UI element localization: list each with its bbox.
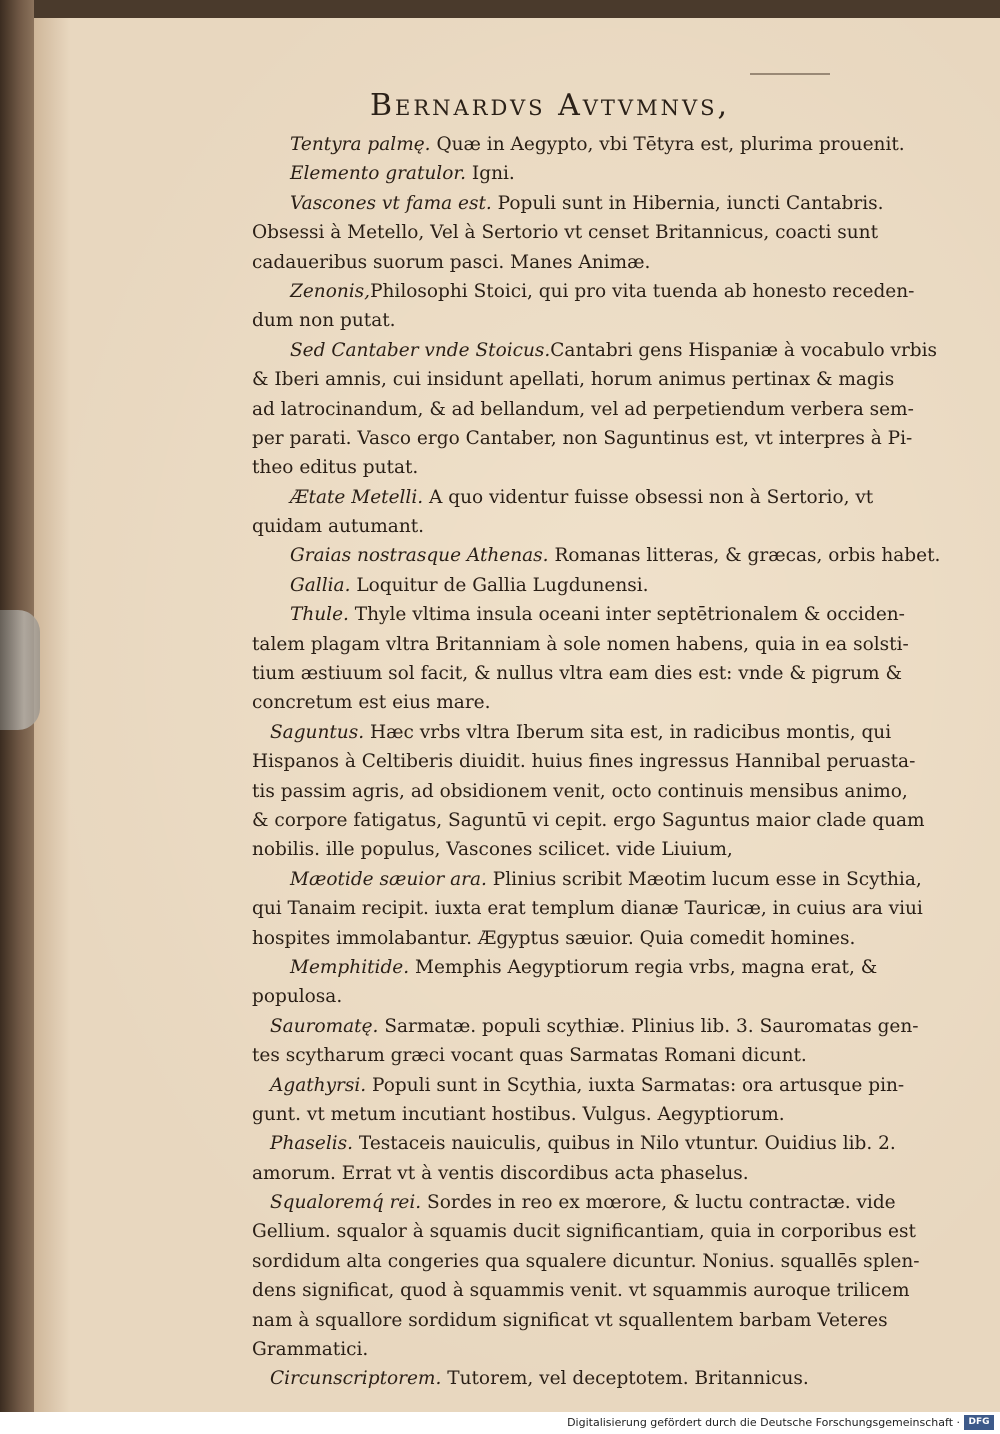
lemma-italic: Thule. bbox=[290, 604, 349, 626]
text-line bbox=[252, 189, 964, 218]
text-line bbox=[252, 1188, 964, 1217]
line-text: dens significat, quod à squammis venit. vt squammis auroque trilicem bbox=[252, 1280, 910, 1302]
text-line bbox=[252, 1012, 964, 1041]
line-text: Populi sunt in Scythia, iuxta Sarmatas: ora artusque pin- bbox=[366, 1074, 905, 1096]
text-line bbox=[252, 571, 964, 600]
line-text: tes scytharum græci vocant quas Sarmatas Romani dicunt. bbox=[252, 1045, 807, 1067]
line-text: Hispanos à Celtiberis diuidit. huius fines ingressus Hannibal peruasta- bbox=[252, 751, 916, 773]
text-line bbox=[252, 659, 964, 688]
text-line bbox=[252, 541, 964, 570]
line-text: Cantabri gens Hispaniæ à vocabulo vrbis bbox=[550, 339, 938, 361]
line-text: Obsessi à Metello, Vel à Sertorio vt censet Britannicus, coacti sunt bbox=[252, 222, 879, 244]
lemma-italic: Gallia. bbox=[290, 574, 351, 596]
text-line bbox=[252, 600, 964, 629]
book-clasp bbox=[0, 610, 40, 730]
text-line bbox=[252, 1217, 964, 1246]
line-text: qui Tanaim recipit. iuxta erat templum dianæ Tauricæ, in cuius ara viui bbox=[252, 898, 923, 920]
text-line bbox=[252, 365, 964, 394]
line-text: Populi sunt in Hibernia, iuncti Cantabris. bbox=[491, 192, 884, 214]
line-text: Philosophi Stoici, qui pro vita tuenda ab honesto receden- bbox=[370, 280, 915, 302]
lemma-italic: Zenonis, bbox=[290, 280, 371, 302]
line-text: quidam autumant. bbox=[252, 516, 425, 538]
text-line bbox=[252, 483, 964, 512]
line-text: Tutorem, vel deceptotem. Britannicus. bbox=[441, 1368, 809, 1390]
lemma-italic: Sed Cantaber vnde Stoicus. bbox=[290, 339, 551, 361]
line-text: A quo videntur fuisse obsessi non à Sertorio, vt bbox=[423, 486, 874, 508]
text-line bbox=[252, 277, 964, 306]
text-line bbox=[252, 718, 964, 747]
text-line bbox=[252, 806, 964, 835]
lemma-italic: Graias nostrasque Athenas. bbox=[290, 545, 549, 567]
line-text: talem plagam vltra Britanniam à sole nomen habens, quia in ea solsti- bbox=[252, 633, 909, 655]
line-text: populosa. bbox=[252, 986, 343, 1008]
text-line bbox=[252, 1159, 964, 1188]
text-line bbox=[252, 924, 964, 953]
lemma-italic: Circunscriptorem. bbox=[270, 1368, 442, 1390]
text-line bbox=[252, 1247, 964, 1276]
line-text: Thyle vltima insula oceani inter septētrionalem & occiden- bbox=[348, 604, 905, 626]
line-text: Gellium. squalor à squamis ducit significantiam, quia in corporibus est bbox=[252, 1221, 916, 1243]
funding-credit: Digitalisierung gefördert durch die Deutsche Forschungsgemeinschaft · bbox=[567, 1416, 960, 1429]
lemma-italic: Mæotide sæuior ara. bbox=[290, 868, 487, 890]
line-text: Memphis Aegyptiorum regia vrbs, magna erat, & bbox=[409, 956, 878, 978]
text-line bbox=[252, 777, 964, 806]
line-text: & Iberi amnis, cui insidunt apellati, horum animus pertinax & magis bbox=[252, 369, 895, 391]
text-line bbox=[252, 512, 964, 541]
line-text: Hæc vrbs vltra Iberum sita est, in radicibus montis, qui bbox=[364, 721, 892, 743]
text-line bbox=[252, 630, 964, 659]
text-line bbox=[252, 424, 964, 453]
line-text: hospites immolabantur. Ægyptus sæuior. Quia comedit homines. bbox=[252, 927, 856, 949]
text-line bbox=[252, 1129, 964, 1158]
text-line bbox=[252, 1041, 964, 1070]
footer-bar bbox=[0, 1412, 1000, 1434]
text-line bbox=[252, 395, 964, 424]
text-line bbox=[252, 982, 964, 1011]
text-line bbox=[252, 1306, 964, 1335]
text-line bbox=[252, 306, 964, 335]
text-line bbox=[252, 248, 964, 277]
line-text: Sordes in reo ex mœrore, & luctu contractæ. vide bbox=[421, 1192, 896, 1214]
lemma-italic: Phaselis. bbox=[270, 1133, 354, 1155]
line-text: cadaueribus suorum pasci. Manes Animæ. bbox=[252, 251, 651, 273]
page-body-text bbox=[252, 130, 964, 1394]
lemma-italic: Sauromatę. bbox=[270, 1015, 379, 1037]
line-text: Quæ in Aegypto, vbi Tētyra est, plurima prouenit. bbox=[430, 134, 905, 155]
text-line bbox=[252, 835, 964, 864]
line-text: Grammatici. bbox=[252, 1339, 369, 1361]
line-text: Sarmatæ. populi scythiæ. Plinius lib. 3. Sauromatas gen- bbox=[378, 1015, 919, 1037]
text-line bbox=[252, 453, 964, 482]
line-text: nam à squallore sordidum significat vt squallentem barbam Veteres bbox=[252, 1309, 888, 1331]
line-text: ad latrocinandum, & ad bellandum, vel ad perpetiendum verbera sem- bbox=[252, 398, 914, 420]
line-text: nobilis. ille populus, Vascones scilicet. vide Liuium, bbox=[252, 839, 733, 861]
text-line bbox=[252, 747, 964, 776]
text-line bbox=[252, 1071, 964, 1100]
text-line bbox=[252, 953, 964, 982]
line-text: Romanas litteras, & græcas, orbis habet. bbox=[548, 545, 941, 567]
line-text: tis passim agris, ad obsidionem venit, octo continuis mensibus animo, bbox=[252, 780, 908, 802]
text-line bbox=[252, 1364, 964, 1393]
text-line bbox=[252, 336, 964, 365]
line-text: Testaceis nauiculis, quibus in Nilo vtuntur. Ouidius lib. 2. bbox=[353, 1133, 896, 1155]
lemma-italic: Ætate Metelli. bbox=[290, 486, 424, 508]
dfg-logo-icon: DFG bbox=[964, 1415, 994, 1430]
lemma-italic: Memphitide. bbox=[290, 956, 410, 978]
lemma-italic: Saguntus. bbox=[270, 721, 365, 743]
text-line bbox=[252, 218, 964, 247]
text-line bbox=[252, 159, 964, 188]
line-text: theo editus putat. bbox=[252, 457, 419, 479]
text-line bbox=[252, 1335, 964, 1364]
line-text: per parati. Vasco ergo Cantaber, non Saguntinus est, vt interpres à Pi- bbox=[252, 427, 913, 449]
book-page bbox=[30, 18, 1000, 1412]
lemma-italic: Tentyra palmę. bbox=[290, 134, 431, 155]
line-text: dum non putat. bbox=[252, 310, 396, 332]
line-text: Plinius scribit Mæotim lucum esse in Scythia, bbox=[486, 868, 922, 890]
header-ornament bbox=[750, 73, 830, 75]
lemma-italic: Elemento gratulor. bbox=[290, 163, 467, 185]
text-line bbox=[252, 865, 964, 894]
line-text: sordidum alta congeries qua squalere dicuntur. Nonius. squallēs splen- bbox=[252, 1250, 920, 1272]
line-text: gunt. vt metum incutiant hostibus. Vulgus. Aegyptiorum. bbox=[252, 1103, 785, 1125]
line-text: & corpore fatigatus, Saguntū vi cepit. ergo Saguntus maior clade quam bbox=[252, 809, 925, 831]
text-line bbox=[252, 1276, 964, 1305]
lemma-italic: Vascones vt fama est. bbox=[290, 192, 492, 214]
line-text: concretum est eius mare. bbox=[252, 692, 491, 714]
running-head: Bernardvs Avtvmnvs, bbox=[370, 88, 731, 123]
lemma-italic: Squaloremq́ rei. bbox=[270, 1192, 422, 1214]
text-line bbox=[252, 688, 964, 717]
lemma-italic: Agathyrsi. bbox=[270, 1074, 367, 1096]
text-line bbox=[252, 130, 964, 159]
text-line bbox=[252, 1100, 964, 1129]
line-text: tium æstiuum sol facit, & nullus vltra eam dies est: vnde & pigrum & bbox=[252, 663, 902, 685]
text-line bbox=[252, 894, 964, 923]
line-text: Igni. bbox=[466, 163, 515, 185]
line-text: Loquitur de Gallia Lugdunensi. bbox=[350, 574, 649, 596]
line-text: amorum. Errat vt à ventis discordibus acta phaselus. bbox=[252, 1162, 749, 1184]
